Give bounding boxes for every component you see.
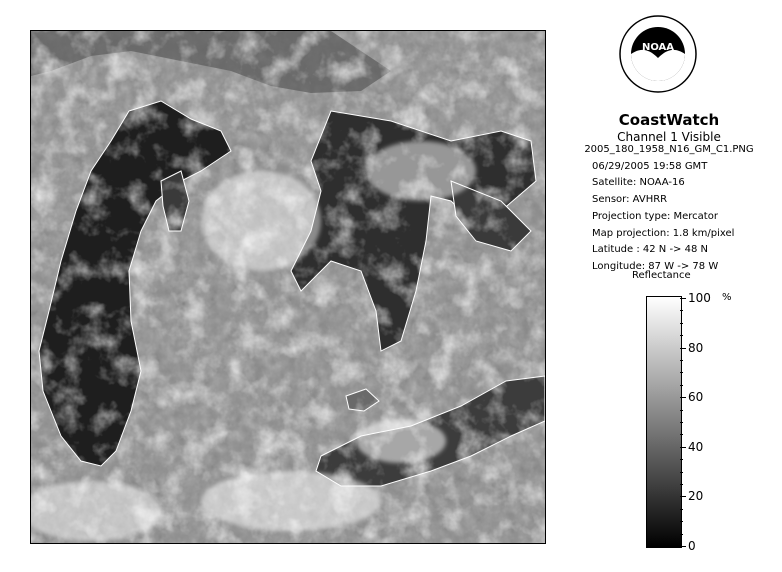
metadata-block: [566, 142, 772, 276]
sensor-label: Sensor: AVHRR: [592, 194, 668, 206]
colorbar-major-tick: [680, 397, 686, 398]
colorbar-minor-tick: [680, 310, 683, 311]
colorbar-tick-label: 60: [688, 390, 704, 405]
filename-label: 2005_180_1958_N16_GM_C1.PNG: [584, 144, 754, 155]
colorbar-minor-tick: [680, 459, 683, 460]
colorbar-minor-tick: [680, 360, 683, 361]
colorbar-major-tick: [680, 348, 686, 349]
colorbar-minor-tick: [680, 410, 683, 411]
colorbar-major-tick: [680, 546, 686, 547]
colorbar-minor-tick: [680, 323, 683, 324]
colorbar-tick-label: 80: [688, 340, 704, 355]
colorbar-unit: %: [722, 292, 732, 303]
colorbar-minor-tick: [680, 434, 683, 435]
colorbar-title: Reflectance: [632, 270, 691, 281]
channel-label: Channel 1 Visible: [617, 130, 721, 144]
colorbar-minor-tick: [680, 509, 683, 510]
colorbar-major-tick: [680, 496, 686, 497]
latitude-label: Latitude : 42 N -> 48 N: [592, 244, 708, 256]
colorbar-minor-tick: [680, 484, 683, 485]
map-projection-label: Map projection: 1.8 km/pixel: [592, 227, 735, 239]
satellite-map-image: [30, 30, 546, 544]
noaa-logo-icon: [618, 14, 698, 94]
colorbar-minor-tick: [680, 534, 683, 535]
colorbar-tick-label: 0: [688, 539, 696, 553]
colorbar-minor-tick: [680, 335, 683, 336]
longitude-label: Longitude: 87 W -> 78 W: [592, 260, 719, 272]
datetime-label: 06/29/2005 19:58 GMT: [592, 160, 708, 172]
colorbar: [646, 296, 682, 548]
colorbar-tick-label: 100: [688, 291, 711, 305]
colorbar-major-tick: [680, 447, 686, 448]
logo-text: NOAA: [641, 42, 675, 53]
info-panel: [566, 112, 772, 144]
brand-title: CoastWatch: [618, 111, 720, 129]
satellite-label: Satellite: NOAA-16: [592, 177, 685, 189]
colorbar-minor-tick: [680, 385, 683, 386]
colorbar-minor-tick: [680, 372, 683, 373]
colorbar-minor-tick: [680, 521, 683, 522]
projection-type-label: Projection type: Mercator: [592, 210, 718, 222]
colorbar-tick-label: 40: [688, 439, 704, 454]
colorbar-tick-label: 20: [688, 489, 704, 504]
colorbar-major-tick: [680, 298, 686, 299]
colorbar-minor-tick: [680, 422, 683, 423]
colorbar-minor-tick: [680, 472, 683, 473]
